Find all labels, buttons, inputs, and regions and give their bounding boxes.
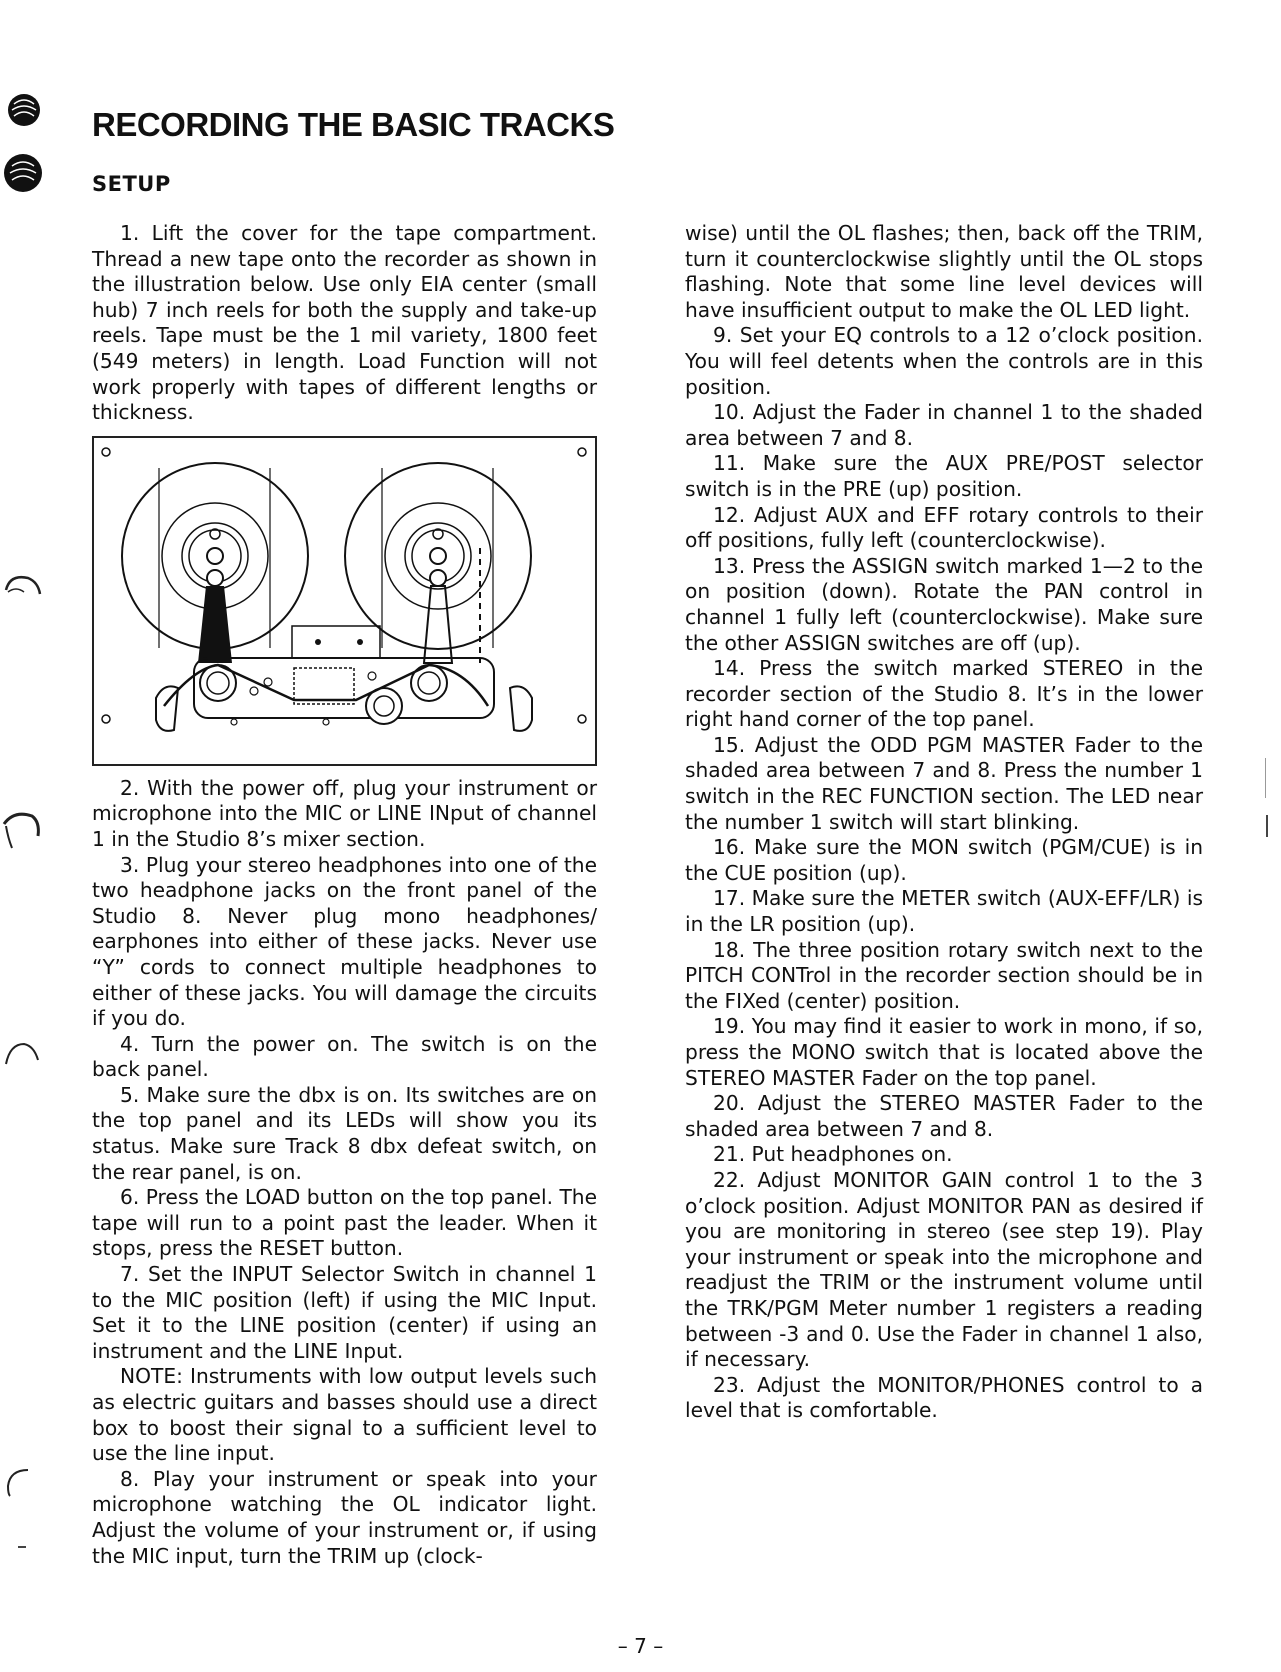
margin-mark-icon xyxy=(2,1038,42,1068)
binding-hole-icon xyxy=(2,152,44,194)
step-paragraph: 8. Play your instrument or speak into your microphone watching the OL indicator light. Adjust the volume of your instrument or, if using the MIC input, turn the TRIM up (clock- xyxy=(92,1466,597,1568)
step-paragraph: 5. Make sure the dbx is on. Its switches are on the top panel and its LEDs will show you its status. Make sure Track 8 dbx defeat switch, on the rear panel, is on. xyxy=(92,1082,597,1184)
right-column xyxy=(685,221,1203,1424)
step-paragraph: 16. Make sure the MON switch (PGM/CUE) is in the CUE position (up). xyxy=(685,835,1203,885)
continued-paragraph: wise) until the OL flashes; then, back off the TRIM, turn it counterclockwise slightly until the OL stops flashing. Note that some line level devices will have insufficient output to make the OL LED light. xyxy=(685,221,1203,322)
margin-mark-icon xyxy=(0,808,42,852)
page-number: – 7 – xyxy=(617,1634,664,1658)
right-margin-tick xyxy=(1266,815,1268,837)
step-paragraph: 6. Press the LOAD button on the top panel. The tape will run to a point past the leader. When it stops, press the RESET button. xyxy=(92,1185,597,1261)
margin-mark-icon xyxy=(2,570,42,606)
reel-to-reel-diagram xyxy=(94,438,595,764)
step-paragraph: 22. Adjust MONITOR GAIN control 1 to the 3 o’clock position. Adjust MONITOR PAN as desired if you are monitoring in stereo (see step 19). Play your instrument or speak into the microphone and readjust the TRIM or the instrument volume until the TRK/PGM Meter number 1 registers a reading between -3 and 0. Use the Fader in channel 1 also, if necessary. xyxy=(685,1167,1203,1372)
step-paragraph: 15. Adjust the ODD PGM MASTER Fader to the shaded area between 7 and 8. Press the number 1 switch in the REC FUNCTION section. The LED near the number 1 switch will start blinking. xyxy=(685,732,1203,834)
step-paragraph: 4. Turn the power on. The switch is on the back panel. xyxy=(92,1031,597,1082)
section-heading: SETUP xyxy=(92,172,171,196)
margin-dash xyxy=(18,1546,26,1548)
step-paragraph: 7. Set the INPUT Selector Switch in channel 1 to the MIC position (left) if using the MIC Input. Set it to the LINE position (center) if using an instrument and the LINE Input. xyxy=(92,1262,597,1363)
step-paragraph: 21. Put headphones on. xyxy=(713,1142,953,1167)
step-paragraph: 12. Adjust AUX and EFF rotary controls to their off positions, fully left (counterclockwise). xyxy=(685,502,1203,553)
step-paragraph: 3. Plug your stereo headphones into one of the two headphone jacks on the front panel of the Studio 8. Never plug mono headphones/ earphones into either of these jacks. Never use “Y” cords to connect multiple headphones to either of these jacks. You will damage the circuits if you do. xyxy=(92,852,597,1031)
left-column xyxy=(92,221,597,1569)
step-paragraph: 10. Adjust the Fader in channel 1 to the shaded area between 7 and 8. xyxy=(685,400,1203,450)
step-paragraph: 11. Make sure the AUX PRE/POST selector switch is in the PRE (up) position. xyxy=(685,451,1203,501)
step-paragraph: 19. You may find it easier to work in mono, if so, press the MONO switch that is located above the STEREO MASTER Fader on the top panel. xyxy=(685,1014,1203,1090)
step-paragraph: 23. Adjust the MONITOR/PHONES control to a level that is comfortable. xyxy=(685,1372,1203,1423)
right-margin-tick xyxy=(1265,758,1266,798)
step-paragraph: 18. The three position rotary switch next to the PITCH CONTrol in the recorder section should be in the FIXed (center) position. xyxy=(685,937,1203,1013)
step-paragraph: 13. Press the ASSIGN switch marked 1—2 to the on position (down). Rotate the PAN control in channel 1 fully left (counterclockwise). Make sure the other ASSIGN switches are off (up). xyxy=(685,553,1203,655)
tape-threading-illustration xyxy=(92,436,597,766)
step-paragraph: 17. Make sure the METER switch (AUX-EFF/LR) is in the LR position (up). xyxy=(685,886,1203,937)
step-paragraph: 14. Press the switch marked STEREO in the recorder section of the Studio 8. It’s in the lower right hand corner of the top panel. xyxy=(685,656,1203,732)
step-paragraph: 2. With the power off, plug your instrument or microphone into the MIC or LINE INput of channel 1 in the Studio 8’s mixer section. xyxy=(92,775,597,851)
note-paragraph: NOTE: Instruments with low output levels such as electric guitars and basses should use a direct box to boost their signal to a sufficient level to use the line input. xyxy=(92,1364,597,1466)
binding-hole-icon xyxy=(6,92,42,128)
step-paragraph: 1. Lift the cover for the tape compartment. Thread a new tape onto the recorder as shown in the illustration below. Use only EIA center (small hub) 7 inch reels for both the supply and take-up reels. Tape must be the 1 mil variety, 1800 feet (549 meters) in length. Load Function will not work properly with tapes of different lengths or thickness. xyxy=(92,221,597,425)
step-paragraph: 9. Set your EQ controls to a 12 o’clock position. You will feel detents when the controls are in this position. xyxy=(685,323,1203,399)
step-paragraph: 20. Adjust the STEREO MASTER Fader to the shaded area between 7 and 8. xyxy=(685,1091,1203,1141)
margin-mark-icon xyxy=(2,1464,32,1498)
page-title: RECORDING THE BASIC TRACKS xyxy=(92,106,615,143)
